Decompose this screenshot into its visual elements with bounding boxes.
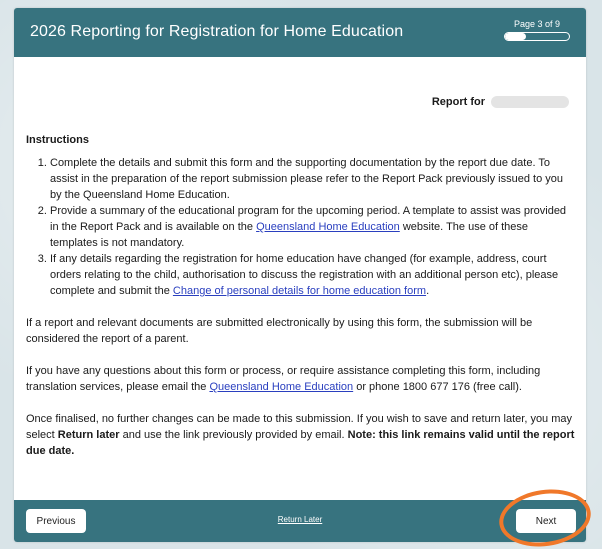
paragraph-text: If you have any questions about this form or process, or require assistance completing this form, including translation services, please email the: [26, 365, 541, 393]
report-for-label: Report for: [431, 96, 485, 108]
instruction-text: website. The use of these templates is not mandatory.: [50, 221, 529, 249]
queensland-home-education-link[interactable]: Queensland Home Education: [256, 221, 400, 233]
page-progress: [504, 19, 570, 41]
instruction-text: Provide a summary of the educational program for the upcoming period. A template to assist was provided in the Report Pack and is available on the: [50, 205, 567, 233]
return-later-link[interactable]: Return Later: [277, 515, 323, 524]
instruction-text: If any details regarding the registration for home education have changed (for example, address, court orders relating to the child, authorisation to discuss the registration with an additional person etc), please complete and submit the: [50, 253, 559, 297]
queensland-home-education-email-link[interactable]: Queensland Home Education: [209, 381, 354, 393]
instructions-heading: Instructions: [26, 134, 89, 146]
electronic-submission-paragraph: If a report and relevant documents are submitted electronically by using this form, the submission will be considered the report of a parent.: [26, 317, 533, 345]
previous-button[interactable]: Previous: [26, 509, 86, 533]
paragraph-text: Once finalised, no further changes can be made to this submission. If you wish to save and return later, you may select: [26, 413, 573, 441]
finalised-paragraph: [26, 411, 575, 459]
form-card: [14, 8, 586, 542]
progress-bar: [504, 32, 570, 41]
list-item: [50, 155, 575, 203]
form-title: 2026 Reporting for Registration for Home Education: [30, 23, 404, 40]
progress-bar-fill: [505, 33, 526, 40]
report-for: [26, 94, 569, 110]
list-item: [50, 251, 575, 299]
questions-paragraph: [26, 363, 575, 395]
form-content: [14, 94, 586, 459]
paragraph-text: or phone 1800 677 176 (free call).: [353, 381, 522, 393]
form-header: [14, 8, 586, 57]
paragraph-text: and use the link previously provided by email.: [119, 429, 348, 441]
instruction-text: Complete the details and submit this form and the supporting documentation by the report due date. To assist in the preparation of the report submission please refer to the Report Pack previously issued to you by the Queensland Home Education.: [50, 157, 563, 201]
page-indicator: Page 3 of 9: [513, 19, 561, 29]
link-valid-note: Note: this link remains valid until the report due date.: [26, 429, 575, 457]
change-of-details-form-link[interactable]: Change of personal details for home education form: [172, 285, 427, 297]
list-item: [50, 203, 575, 251]
instructions-list: [26, 155, 575, 299]
next-button[interactable]: Next: [516, 509, 576, 533]
redacted-name: [491, 96, 569, 108]
return-later-emphasis: Return later: [57, 429, 120, 441]
instruction-text: .: [426, 285, 430, 297]
